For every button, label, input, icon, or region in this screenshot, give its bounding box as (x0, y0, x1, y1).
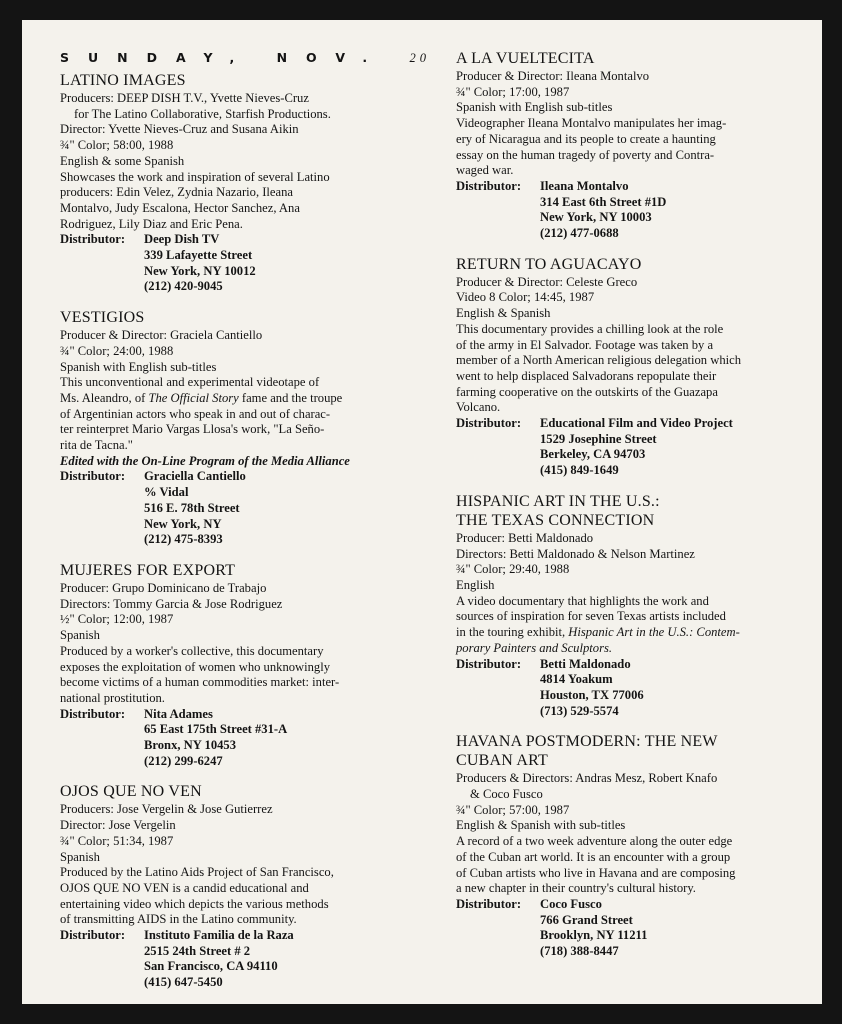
entry-detail-line: Showcases the work and inspiration of several Latino (60, 169, 330, 184)
distributor-line: Nita Adames (144, 706, 213, 721)
distributor-label: Distributor: (456, 896, 522, 911)
entry-detail-line: Spanish with English sub-titles (60, 359, 217, 374)
entry-detail-line: ¾" Color; 57:00, 1987 (456, 802, 570, 817)
entry-detail-line: Video 8 Color; 14:45, 1987 (456, 290, 595, 305)
entry-detail-line: English & Spanish with sub-titles (456, 818, 626, 833)
distributor-line: 1529 Josephine Street (540, 431, 657, 446)
entry-detail-line: Edited with the On-Line Program of the Media Alliance (60, 453, 350, 468)
distributor-line: (713) 529-5574 (540, 703, 619, 718)
entry-detail-line: & Coco Fusco (470, 787, 543, 802)
distributor-line: (212) 299-6247 (144, 753, 223, 768)
entry-detail-line (456, 625, 812, 641)
distributor-line: Betti Maldonado (540, 656, 631, 671)
entry-detail-line: ¾" Color; 58:00, 1988 (60, 138, 174, 153)
detail-title-italic: Hispanic Art in the U.S.: Contem- (568, 625, 740, 640)
entry-detail-line: become victims of a human commodities market: inter- (60, 675, 340, 690)
entry-detail-line: of the army in El Salvador. Footage was taken by a (456, 337, 714, 352)
header-date: 20 (409, 51, 430, 65)
entry-detail-line: of Argentinian actors who speak in and out of charac- (60, 406, 331, 421)
detail-title-italic: The Official Story (148, 390, 239, 405)
distributor-line: Brooklyn, NY 11211 (540, 928, 648, 943)
distributor-block (456, 897, 812, 960)
entry-detail-line: English & Spanish (456, 306, 551, 321)
distributor-line: Bronx, NY 10453 (144, 738, 237, 753)
entry-title: VESTIGIOS (60, 309, 145, 327)
program-entry (456, 256, 812, 479)
entry-detail-line: ter reinterpret Mario Vargas Llosa's work, "La Seño- (60, 422, 325, 437)
entry-detail-line: A video documentary that highlights the work and (456, 593, 709, 608)
distributor-address (540, 179, 666, 242)
program-entry (60, 562, 422, 769)
distributor-line: San Francisco, CA 94110 (144, 959, 278, 974)
entry-detail-line: English (456, 577, 495, 592)
distributor-line: (718) 388-8447 (540, 944, 619, 959)
entry-detail-line: A record of a two week adventure along the outer edge (456, 834, 733, 849)
program-entry (456, 733, 812, 959)
entry-detail-line: Producer: Grupo Dominicano de Trabajo (60, 580, 267, 595)
distributor-line: % Vidal (144, 485, 189, 500)
page-header (60, 50, 430, 68)
entry-title: HISPANIC ART IN THE U.S.: (456, 492, 660, 510)
entry-detail-line: ¾" Color; 17:00, 1987 (456, 84, 570, 99)
distributor-block (60, 707, 422, 770)
entry-detail-line: ery of Nicaragua and its people to create a haunting (456, 131, 716, 146)
distributor-line: 2515 24th Street # 2 (144, 943, 251, 958)
entry-detail-line: rita de Tacna." (60, 438, 133, 453)
right-entries (456, 50, 812, 960)
distributor-address (540, 657, 644, 720)
distributor-line: 65 East 175th Street #31-A (144, 722, 288, 737)
distributor-line: New York, NY (144, 516, 222, 531)
distributor-line: Deep Dish TV (144, 232, 220, 247)
entry-detail-line: ¾" Color; 24:00, 1988 (60, 343, 174, 358)
left-entries (60, 72, 422, 991)
entry-detail-line: Producer & Director: Graciela Cantiello (60, 328, 263, 343)
program-entry (60, 309, 422, 548)
entry-detail-line: of Cuban artists who live in Havana and are composing (456, 865, 736, 880)
entry-detail-line: Produced by a worker's collective, this documentary (60, 643, 324, 658)
distributor-label: Distributor: (60, 706, 126, 721)
distributor-line: Educational Film and Video Project (540, 416, 733, 431)
entry-detail-line: Spanish (60, 849, 100, 864)
distributor-line: Ileana Montalvo (540, 178, 629, 193)
program-page (22, 20, 822, 1004)
entry-detail-line: OJOS QUE NO VEN is a candid educational and (60, 880, 309, 895)
distributor-block (456, 416, 812, 479)
distributor-line: Houston, TX 77006 (540, 687, 644, 702)
distributor-address (540, 416, 733, 479)
distributor-label: Distributor: (456, 416, 522, 431)
entry-detail-line: national prostitution. (60, 690, 165, 705)
distributor-block (60, 469, 422, 548)
entry-title: A LA VUELTECITA (456, 50, 595, 67)
entry-title-line2: THE TEXAS CONNECTION (456, 511, 655, 529)
distributor-address (144, 232, 256, 295)
header-day: SUNDAY, (60, 50, 254, 65)
entry-detail-line: Spanish with English sub-titles (456, 100, 613, 115)
distributor-address (540, 897, 647, 960)
distributor-line: (415) 647-5450 (144, 975, 223, 990)
distributor-block (456, 657, 812, 720)
entry-detail-line: Producers: DEEP DISH T.V., Yvette Nieves-Cruz (60, 91, 309, 105)
distributor-label: Distributor: (60, 928, 126, 943)
distributor-block (456, 179, 812, 242)
entry-detail-line: sources of inspiration for seven Texas artists included (456, 609, 726, 624)
entry-detail-line: a new chapter in their country's cultural history. (456, 881, 696, 896)
detail-text: in the touring exhibit, (456, 625, 569, 640)
entry-detail-line: This unconventional and experimental videotape of (60, 375, 320, 390)
distributor-line: 516 E. 78th Street (144, 500, 240, 515)
distributor-line: Graciella Cantiello (144, 469, 246, 484)
detail-text: Ms. Aleandro, of (60, 390, 149, 405)
header-month: NOV. (276, 50, 387, 65)
detail-text: fame and the troupe (238, 390, 343, 405)
program-entry (456, 50, 812, 242)
distributor-line: New York, NY 10003 (540, 210, 652, 225)
entry-detail-line: Volcano. (456, 400, 501, 415)
entry-detail-line: English & some Spanish (60, 153, 185, 168)
entry-detail-line: Director: Yvette Nieves-Cruz and Susana Aikin (60, 122, 299, 137)
distributor-address (144, 707, 287, 770)
distributor-line: 766 Grand Street (540, 912, 633, 927)
distributor-line: (212) 475-8393 (144, 532, 223, 547)
entry-detail-line: porary Painters and Sculptors. (456, 640, 613, 655)
distributor-line: (212) 477-0688 (540, 226, 619, 241)
distributor-label: Distributor: (456, 656, 522, 671)
entry-detail-line (60, 391, 422, 407)
entry-detail-line: Producers: Jose Vergelin & Jose Gutierrez (60, 802, 273, 817)
entry-detail-line: member of a North American religious delegation which (456, 353, 742, 368)
entry-title: OJOS QUE NO VEN (60, 783, 202, 801)
entry-detail-line: Producer & Director: Ileana Montalvo (456, 69, 650, 83)
entry-detail-line: exposes the exploitation of women who unknowingly (60, 659, 331, 674)
entry-title: RETURN TO AGUACAYO (456, 255, 642, 273)
entry-title: LATINO IMAGES (60, 72, 186, 89)
entry-detail-line: ½" Color; 12:00, 1987 (60, 612, 174, 627)
entry-detail-line: Producer: Betti Maldonado (456, 530, 594, 545)
program-entry (456, 493, 812, 719)
entry-detail-line: Directors: Tommy Garcia & Jose Rodriguez (60, 596, 283, 611)
program-entry (60, 783, 422, 990)
distributor-label: Distributor: (60, 469, 126, 484)
distributor-label: Distributor: (456, 178, 522, 193)
entry-detail-line: Rodriguez, Lily Diaz and Eric Pena. (60, 216, 243, 231)
distributor-line: 4814 Yoakum (540, 672, 613, 687)
entry-detail-line: farming cooperative on the outskirts of the Guazapa (456, 384, 718, 399)
entry-detail-line: Spanish (60, 628, 100, 643)
distributor-line: Berkeley, CA 94703 (540, 447, 646, 462)
distributor-block (60, 232, 422, 295)
program-entry (60, 72, 422, 295)
left-column (60, 50, 430, 1004)
entry-detail-line: ¾" Color; 29:40, 1988 (456, 562, 570, 577)
entry-detail-line: Producers & Directors: Andras Mesz, Robert Knafo (456, 771, 718, 786)
distributor-block (60, 928, 422, 991)
entry-detail-line: went to help displaced Salvadorans repopulate their (456, 368, 717, 383)
entry-detail-line: Director: Jose Vergelin (60, 818, 176, 833)
distributor-address (144, 469, 246, 548)
entry-detail-line: Directors: Betti Maldonado & Nelson Martinez (456, 546, 695, 561)
entry-detail-line: essay on the human tragedy of poverty and Contra- (456, 147, 715, 162)
distributor-address (144, 928, 294, 991)
entry-detail-line: Videographer Ileana Montalvo manipulates her imag- (456, 116, 727, 131)
distributor-line: (415) 849-1649 (540, 463, 619, 478)
distributor-line: 339 Lafayette Street (144, 248, 253, 263)
entry-detail-line: of the Cuban art world. It is an encounter with a group (456, 849, 731, 864)
entry-detail-line: producers: Edin Velez, Zydnia Nazario, Ileana (60, 185, 294, 200)
entry-title: MUJERES FOR EXPORT (60, 561, 236, 579)
entry-detail-line: This documentary provides a chilling look at the role (456, 321, 724, 336)
distributor-line: New York, NY 10012 (144, 263, 256, 278)
entry-detail-line: waged war. (456, 163, 514, 178)
entry-detail-line: Produced by the Latino Aids Project of San Francisco, (60, 865, 334, 880)
right-column (456, 50, 812, 974)
distributor-label: Distributor: (60, 232, 126, 247)
entry-title-line2: CUBAN ART (456, 752, 548, 770)
entry-detail-line: Montalvo, Judy Escalona, Hector Sanchez, Ana (60, 200, 300, 215)
distributor-line: 314 East 6th Street #1D (540, 194, 667, 209)
entry-detail-line: for The Latino Collaborative, Starfish Productions. (74, 106, 331, 121)
entry-detail-line: Producer & Director: Celeste Greco (456, 274, 638, 289)
entry-detail-line: of transmitting AIDS in the Latino community. (60, 912, 297, 927)
entry-detail-line: entertaining video which depicts the various methods (60, 896, 329, 911)
entry-detail-line: ¾" Color; 51:34, 1987 (60, 833, 174, 848)
distributor-line: (212) 420-9045 (144, 279, 223, 294)
distributor-line: Instituto Familia de la Raza (144, 928, 294, 943)
entry-title: HAVANA POSTMODERN: THE NEW (456, 733, 718, 751)
distributor-line: Coco Fusco (540, 896, 602, 911)
